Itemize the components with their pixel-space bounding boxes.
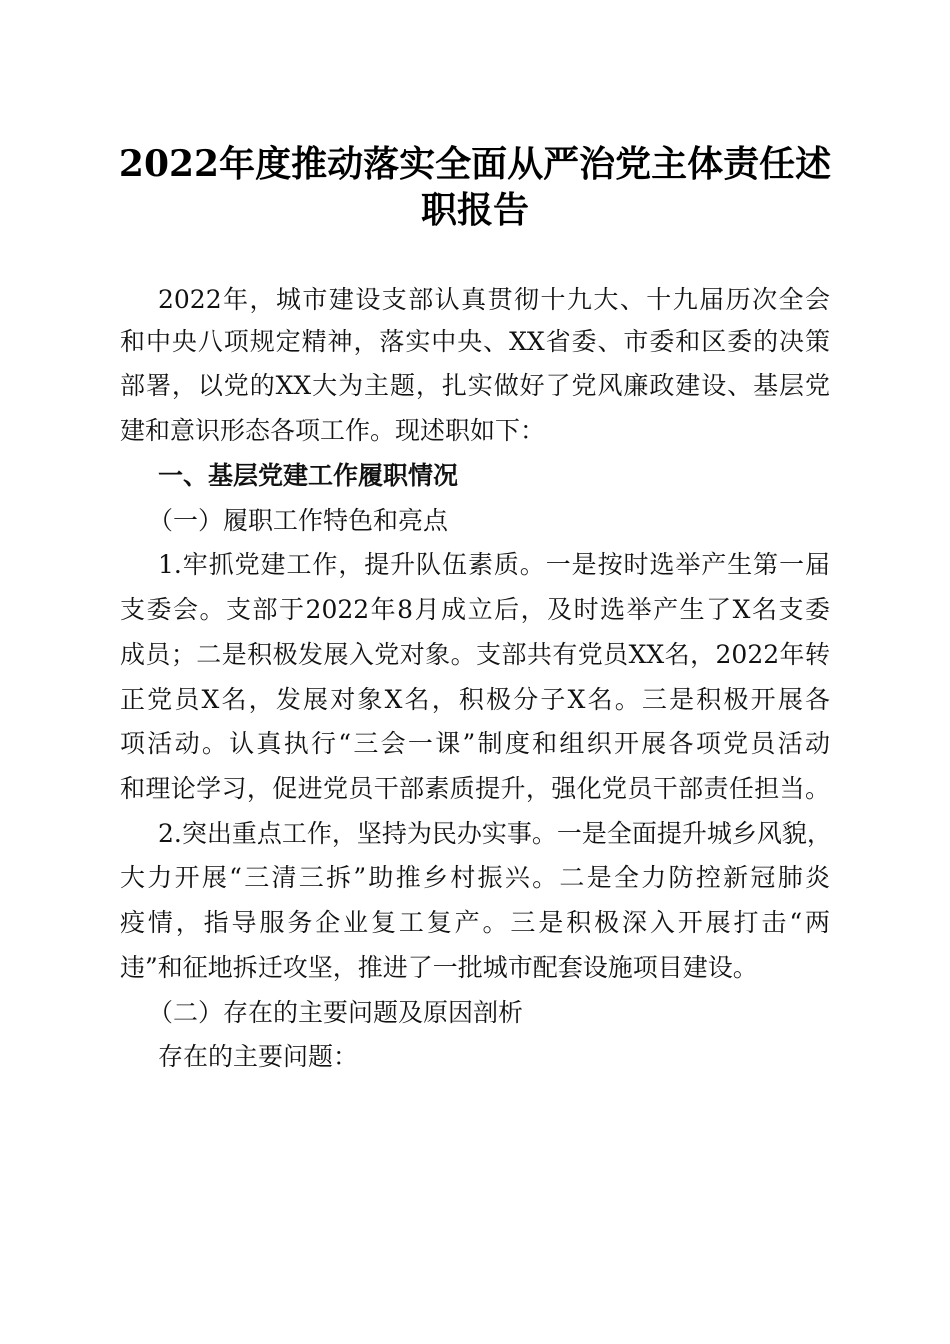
item2-line: 大力开展“三清三拆”助推乡村振兴。二是全力防控新冠肺炎 bbox=[120, 863, 830, 892]
subsection-heading: （二）存在的主要问题及原因剖析 bbox=[148, 998, 524, 1027]
section-heading: 一、基层党建工作履职情况 bbox=[158, 461, 459, 490]
intro-line: 部署，以党的XX大为主题，扎实做好了党风廉政建设、基层党 bbox=[120, 371, 830, 400]
item1-line: 1.牢抓党建工作，提升队伍素质。一是按时选举产生第一届 bbox=[158, 550, 830, 579]
document-title-line-1: 2022年度推动落实全面从严治党主体责任述 bbox=[118, 143, 832, 185]
item2-line: 2.突出重点工作，坚持为民办实事。一是全面提升城乡风貌， bbox=[158, 819, 832, 848]
item1-line: 成员；二是积极发展入党对象。支部共有党员XX名，2022年转 bbox=[120, 640, 830, 669]
item1-line: 正党员X名，发展对象X名，积极分子X名。三是积极开展各 bbox=[120, 685, 830, 714]
item1-line: 支委会。支部于2022年8月成立后，及时选举产生了X名支委 bbox=[120, 595, 830, 624]
subsection-heading: （一）履职工作特色和亮点 bbox=[148, 506, 449, 535]
item1-line: 项活动。认真执行“三会一课”制度和组织开展各项党员活动 bbox=[120, 729, 830, 758]
item2-line: 违”和征地拆迁攻坚，推进了一批城市配套设施项目建设。 bbox=[120, 953, 758, 982]
intro-line: 建和意识形态各项工作。现述职如下： bbox=[120, 416, 546, 445]
item2-line: 疫情，指导服务企业复工复产。三是积极深入开展打击“两 bbox=[120, 908, 830, 937]
document-title-line-2: 职报告 bbox=[420, 189, 529, 231]
problems-label: 存在的主要问题： bbox=[158, 1042, 359, 1071]
intro-line: 和中央八项规定精神，落实中央、XX省委、市委和区委的决策 bbox=[120, 327, 830, 356]
intro-line: 2022年，城市建设支部认真贯彻十九大、十九届历次全会 bbox=[158, 285, 830, 314]
item1-line: 和理论学习，促进党员干部素质提升，强化党员干部责任担当。 bbox=[120, 774, 830, 803]
